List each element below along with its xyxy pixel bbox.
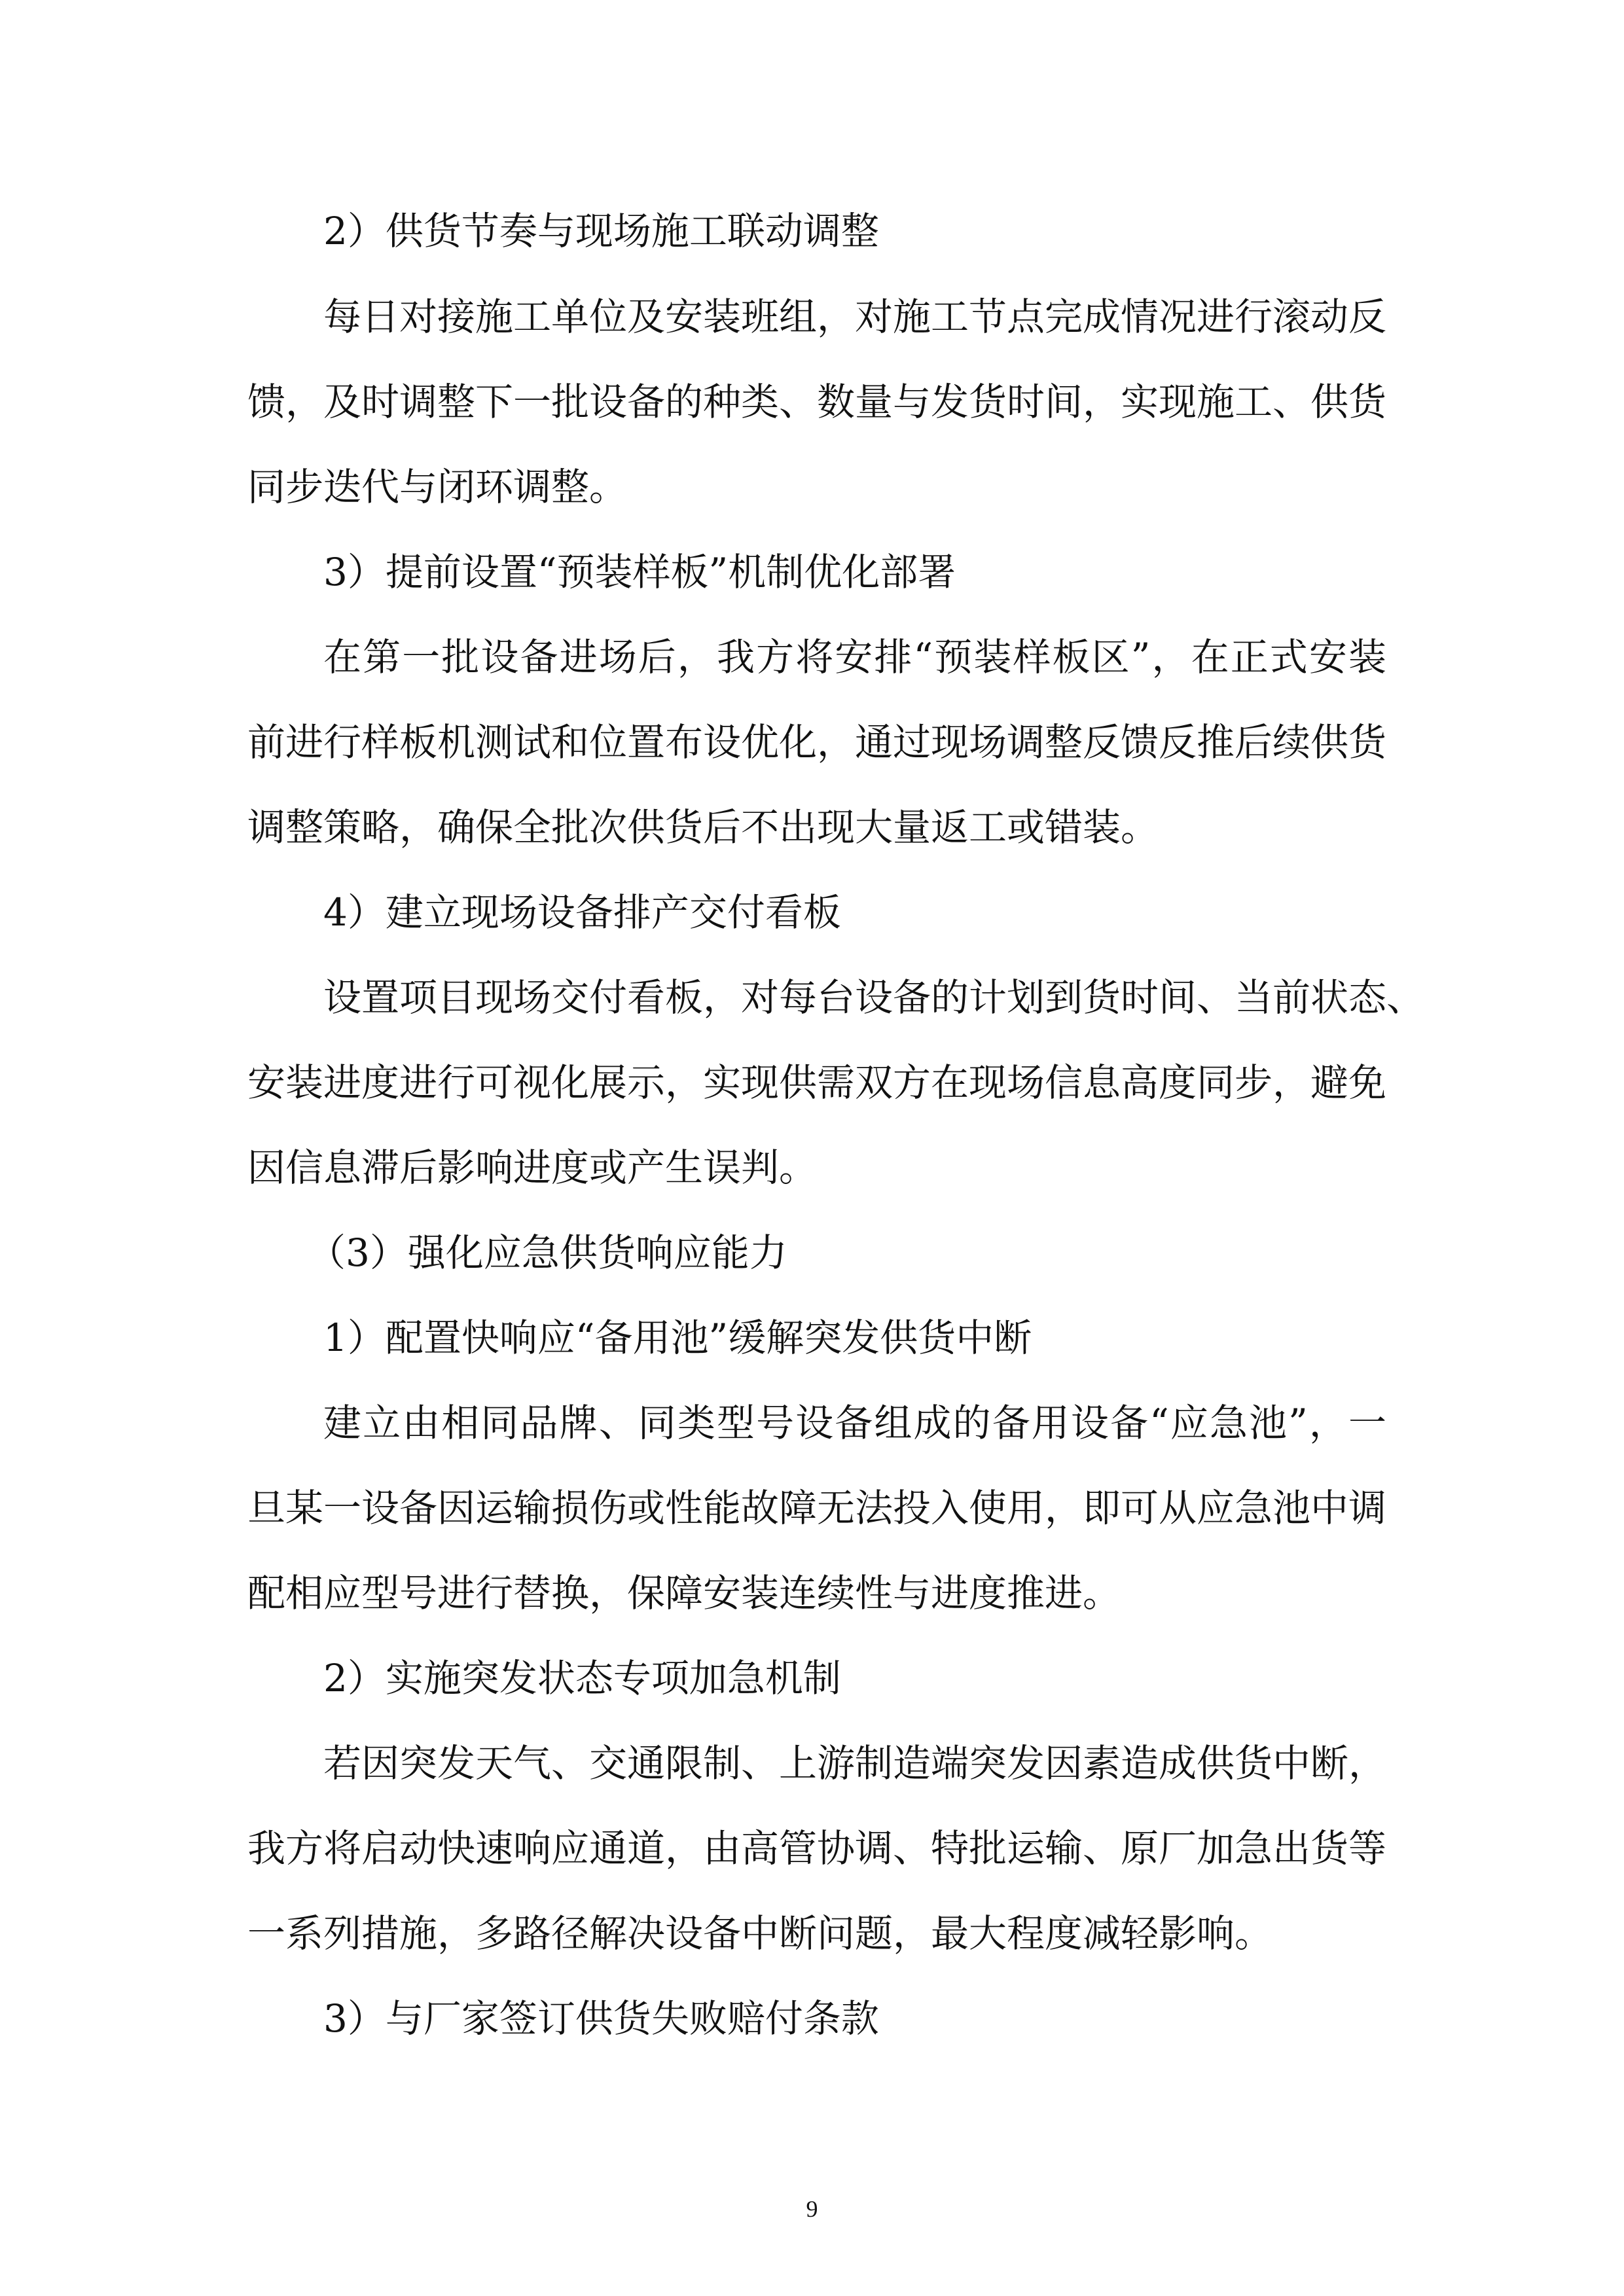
paragraph-line: 馈，及时调整下一批设备的种类、数量与发货时间，实现施工、供货 <box>247 380 1387 424</box>
subheading-compensation-clause: 3）与厂家签订供货失败赔付条款 <box>323 1996 879 2041</box>
paragraph-line: 建立由相同品牌、同类型号设备组成的备用设备“应急池”，一 <box>323 1401 1386 1445</box>
paragraph-line: 我方将启动快速响应通道，由高管协调、特批运输、原厂加急出货等 <box>247 1826 1387 1871</box>
paragraph-line: 旦某一设备因运输损伤或性能故障无法投入使用，即可从应急池中调 <box>247 1486 1387 1530</box>
paragraph-line: 每日对接施工单位及安装班组，对施工节点完成情况进行滚动反 <box>323 295 1387 339</box>
subheading-prefab-sample: 3）提前设置“预装样板”机制优化部署 <box>323 550 956 594</box>
subheading-backup-pool: 1）配置快响应“备用池”缓解突发供货中断 <box>323 1316 1032 1360</box>
paragraph-line: 因信息滞后影响进度或产生误判。 <box>247 1145 818 1190</box>
subheading-supply-rhythm: 2）供货节奏与现场施工联动调整 <box>323 209 879 253</box>
paragraph-line: 安装进度进行可视化展示，实现供需双方在现场信息高度同步，避免 <box>247 1060 1387 1105</box>
subheading-urgent-mechanism: 2）实施突发状态专项加急机制 <box>323 1656 841 1700</box>
paragraph-line: 在第一批设备进场后，我方将安排“预装样板区”，在正式安装 <box>323 635 1386 679</box>
page-number: 9 <box>806 2196 818 2222</box>
section-heading-emergency-supply: （3）强化应急供货响应能力 <box>308 1230 787 1275</box>
paragraph-line: 一系列措施，多路径解决设备中断问题，最大程度减轻影响。 <box>247 1911 1273 1956</box>
paragraph-line: 配相应型号进行替换，保障安装连续性与进度推进。 <box>247 1571 1121 1615</box>
paragraph-line: 若因突发天气、交通限制、上游制造端突发因素造成供货中断， <box>323 1741 1387 1785</box>
paragraph-line: 设置项目现场交付看板，对每台设备的计划到货时间、当前状态、 <box>323 975 1425 1020</box>
paragraph-line: 前进行样板机测试和位置布设优化，通过现场调整反馈反推后续供货 <box>247 720 1387 764</box>
paragraph-line: 同步迭代与闭环调整。 <box>247 465 628 509</box>
subheading-delivery-board: 4）建立现场设备排产交付看板 <box>323 890 841 935</box>
paragraph-line: 调整策略，确保全批次供货后不出现大量返工或错装。 <box>247 805 1159 850</box>
